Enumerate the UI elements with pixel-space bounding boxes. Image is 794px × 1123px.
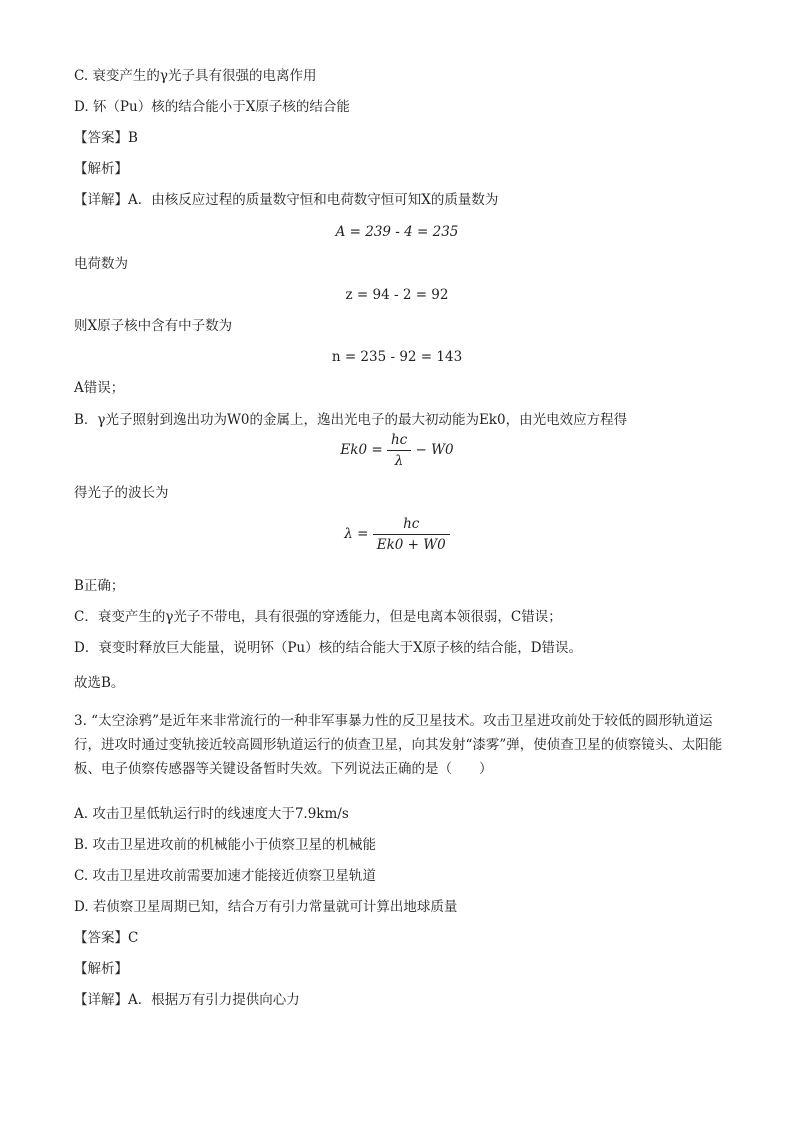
detail-a-text-2: 【详解】A．根据万有引力提供向心力 xyxy=(74,992,300,1008)
equation-mass-number: A = 239 - 4 = 235 xyxy=(335,224,459,240)
a-wrong-text: A错误； xyxy=(74,380,125,396)
option-c-text: C. 衰变产生的γ光子具有很强的电离作用 xyxy=(74,68,317,84)
fraction-hc-over-lambda xyxy=(387,432,411,469)
analysis-label-2: 【解析】 xyxy=(74,961,128,977)
fraction-denominator: Ek0 + W0 xyxy=(376,537,446,553)
equation-neutron-number: n = 235 - 92 = 143 xyxy=(331,349,463,365)
equation-wavelength-lhs: λ = xyxy=(344,526,369,542)
equation-charge-number: z = 94 - 2 = 92 xyxy=(345,287,449,303)
detail-c-text: C．衰变产生的γ光子不带电，具有很强的穿透能力，但是电离本领很弱，C错误； xyxy=(74,609,562,625)
equation-photoelectric-lhs: Ek0 = xyxy=(340,442,383,458)
fraction-numerator: hc xyxy=(387,432,411,451)
option-d-text: D. 钚（Pu）核的结合能小于X原子核的结合能 xyxy=(74,99,350,115)
fraction-hc-over-energy xyxy=(373,516,450,553)
fraction-numerator: hc xyxy=(373,516,450,535)
equation-photoelectric xyxy=(0,430,794,470)
answer-label-2: 【答案】C xyxy=(74,930,139,946)
b-right-text: B正确； xyxy=(74,578,125,594)
charge-number-label: 电荷数为 xyxy=(74,256,128,272)
question-3-option-b: B. 攻击卫星进攻前的机械能小于侦察卫星的机械能 xyxy=(74,837,377,853)
question-3-stem: 3. “太空涂鸦”是近年来非常流行的一种非军事暴力性的反卫星技术。攻击卫星进攻前处于较低的圆形轨道运行，进攻时通过变轨接近较高圆形轨道运行的侦查卫星，向其发射“漆雾”弹，使侦查卫星的侦察镜头、太阳能板、电子侦察传感器等关键设备暂时失效。下列说法正确的是（ ） xyxy=(74,713,723,777)
answer-label: 【答案】B xyxy=(74,130,138,146)
detail-b-text: B．γ光子照射到逸出功为W0的金属上，逸出光电子的最大初动能为Ek0，由光电效应方程得 xyxy=(74,412,628,428)
equation-photoelectric-rhs: − W0 xyxy=(415,442,454,458)
detail-a-text: 【详解】A．由核反应过程的质量数守恒和电荷数守恒可知X的质量数为 xyxy=(74,192,499,208)
analysis-label: 【解析】 xyxy=(74,161,128,177)
question-3-option-d: D. 若侦察卫星周期已知，结合万有引力常量就可计算出地球质量 xyxy=(74,899,458,915)
neutron-count-label: 则X原子核中含有中子数为 xyxy=(74,318,233,334)
equation-wavelength xyxy=(0,512,794,556)
fraction-denominator: λ xyxy=(394,453,404,469)
question-3-option-a: A. 攻击卫星低轨运行时的线速度大于7.9km/s xyxy=(74,806,349,822)
detail-d-text: D．衰变时释放巨大能量，说明钚（Pu）核的结合能大于X原子核的结合能，D错误。 xyxy=(74,640,583,656)
question-3-option-c: C. 攻击卫星进攻前需要加速才能接近侦察卫星轨道 xyxy=(74,868,376,884)
wavelength-label: 得光子的波长为 xyxy=(74,485,169,501)
final-choice-text: 故选B。 xyxy=(74,675,125,691)
